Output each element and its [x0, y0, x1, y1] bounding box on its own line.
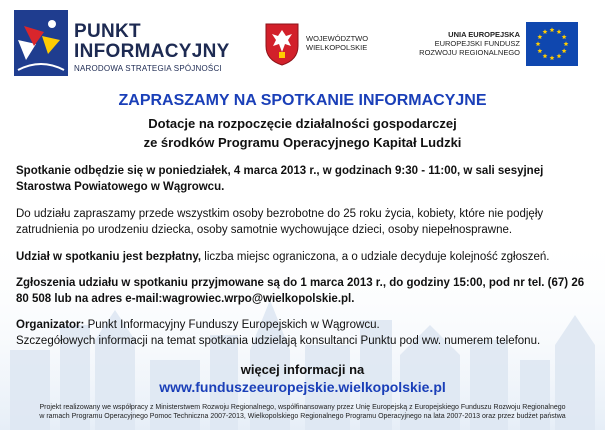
organizer-paragraph	[16, 318, 594, 349]
ue-line2: EUROPEJSKI FUNDUSZ	[434, 39, 520, 48]
organizer-label: Organizator:	[16, 319, 85, 331]
meeting-details: Spotkanie odbędzie się w poniedziałek, 4 marca 2013 r., w godzinach 9:30 - 11:00, w sali sesyjnej Starostwa Powiatowego w Wągrowcu.	[16, 165, 544, 193]
registration-paragraph: Zgłoszenia udziału w spotkaniu przyjmowane są do 1 marca 2013 r., do godziny 15:00, pod nr tel. (67) 26 80 508 lub na adres e-mail:wagrowiec.wrpo@wielkopolskie.pl.	[16, 277, 585, 305]
invitation-paragraph: Do udziału zapraszamy przede wszystkim osoby bezrobotne do 25 roku życia, kobiety, które nie podjęły zatrudnienia po urodzeniu dziecka, osoby samotnie wychowujące dzieci, osoby niepełnosprawne.	[16, 208, 544, 236]
subtitle-line2: ze środków Programu Operacyjnego Kapitał Ludzki	[143, 135, 462, 150]
punkt-informacyjny-text	[74, 22, 230, 73]
footer-funding-note	[8, 403, 597, 421]
eu-fund-label	[398, 30, 520, 57]
wojewodztwo-label	[306, 34, 368, 52]
header	[0, 0, 605, 88]
more-info-label: więcej informacji na	[240, 362, 365, 377]
wielkopolska-crest-icon	[264, 22, 300, 66]
subtitle-line1: Dotacje na rozpoczęcie działalności gospodarczej	[148, 116, 457, 131]
website-link[interactable]: www.funduszeeuropejskie.wielkopolskie.pl	[159, 379, 446, 395]
logo-title-line1: PUNKT	[74, 21, 141, 42]
organizer-contact-line: Szczegółowych informacji na temat spotkania udzielają konsultanci Punktu pod ww. numerem telefonu.	[16, 334, 541, 347]
woj-line1: WOJEWÓDZTWO	[306, 34, 369, 43]
footer-line2: w ramach Programu Operacyjnego Pomoc Techniczna 2007-2013, Wielkopolskiego Regionalnego Programu Operacyjnego na lata 2007-2013 oraz przez budżet państwa	[39, 413, 566, 420]
footer-line1: Projekt realizowany we współpracy z Ministerstwem Rozwoju Regionalnego, współfinansowany przez Unię Europejską z Europejskiego Funduszu Rozwoju Regionalnego	[39, 404, 566, 411]
free-bold-text: Udział w spotkaniu jest bezpłatny,	[16, 251, 202, 263]
ue-line3: ROZWOJU REGIONALNEGO	[419, 48, 520, 57]
eu-flag-icon	[526, 22, 578, 66]
free-rest-text: liczba miejsc ograniczona, a o udziale decyduje kolejność zgłoszeń.	[201, 251, 550, 263]
punkt-informacyjny-logo	[14, 10, 68, 76]
organizer-name: Punkt Informacyjny Funduszy Europejskich w Wągrowcu.	[84, 319, 380, 331]
ue-line1: UNIA EUROPEJSKA	[448, 30, 520, 39]
participation-free-paragraph	[16, 250, 594, 266]
logo-title-line2: INFORMACYJNY	[74, 41, 230, 62]
woj-line2: WIELKOPOLSKIE	[306, 43, 368, 52]
main-title: ZAPRASZAMY NA SPOTKANIE INFORMACYJNE	[118, 92, 487, 109]
logo-subtitle: NARODOWA STRATEGIA SPÓJNOŚCI	[74, 64, 222, 73]
